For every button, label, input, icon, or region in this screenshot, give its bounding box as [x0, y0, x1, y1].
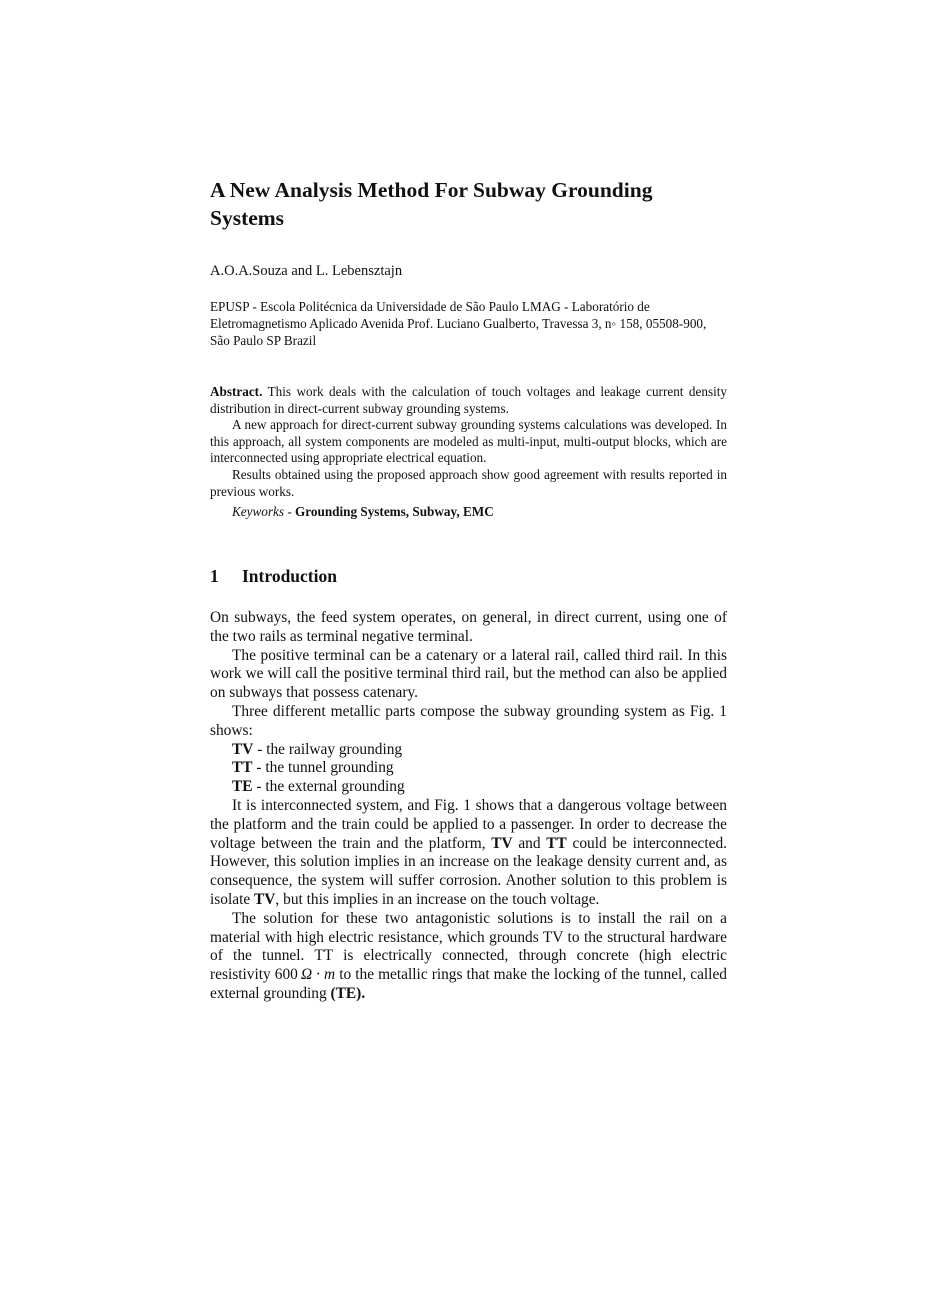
intro-p1: The positive terminal can be a catenary or a lateral rail, called third rail. In this work we will call the positive terminal third rail, but the method can also be applied on subways that possess catenary. — [210, 646, 727, 702]
intro-p3 — [210, 797, 727, 910]
abstract-p1: This work deals with the calculation of touch voltages and leakage current density distribution in direct-current subway grounding systems. — [210, 384, 727, 416]
list-desc: - the external grounding — [252, 778, 405, 796]
abstract-p2: A new approach for direct-current subway grounding systems calculations was developed. In this approach, all system components are modeled as multi-input, multi-output blocks, which are interconnected using appropriate electrical equation. — [210, 417, 727, 466]
bold-term: TT — [546, 834, 567, 852]
affiliation: EPUSP - Escola Politécnica da Universidade de São Paulo LMAG - Laboratório de Eletromagnetismo Aplicado Avenida Prof. Luciano Gualberto, Travessa 3, n◦ 158, 05508-900, São Paulo SP Brazil — [210, 299, 707, 348]
abstract-p3: Results obtained using the proposed approach show good agreement with results reported in previous works. — [210, 466, 727, 499]
introduction-body — [210, 609, 727, 1004]
list-item — [210, 741, 727, 760]
keywords-list: Grounding Systems, Subway, EMC — [295, 504, 494, 520]
abstract-label: Abstract. — [210, 384, 263, 399]
section-heading — [210, 565, 727, 587]
list-item — [210, 759, 727, 778]
text: The solution for these two antagonistic solutions is to install the rail on a material with high electric resistance, which grounds TV to the structural hardware of the tunnel. TT is electrically connected, through concrete (high electric resistivity 600 — [210, 909, 727, 984]
bold-term: TV — [491, 834, 513, 852]
text: It is interconnected system, and Fig. 1 shows that a dangerous voltage between the platform and the train could be applied to a passenger. In order to decrease the voltage between the train and the platform, — [210, 796, 727, 852]
bold-term: (TE). — [330, 984, 366, 1002]
keywords-label: Keyworks — [232, 504, 285, 520]
text: and — [512, 834, 547, 852]
list-term: TE — [232, 778, 253, 796]
list-desc: - the tunnel grounding — [252, 759, 394, 777]
bold-term: TV — [254, 890, 276, 908]
text: could be interconnected. However, this solution implies in an increase on the leakage density current and, as consequence, the system will suffer corrosion. Another solution to this problem is isolate — [210, 834, 728, 908]
unit: Ω · m — [300, 966, 336, 984]
section-title: Introduction — [242, 566, 337, 586]
list-item — [210, 778, 727, 797]
text: , but this implies in an increase on the touch voltage. — [275, 890, 600, 908]
abstract — [210, 384, 727, 521]
authors: A.O.A.Souza and L. Lebensztajn — [210, 263, 403, 279]
list-term: TT — [232, 759, 253, 777]
keywords — [210, 504, 727, 521]
paper-title: A New Analysis Method For Subway Grounding Systems — [210, 178, 653, 230]
intro-p0: On subways, the feed system operates, on general, in direct current, using one of the two rails as terminal negative terminal. — [210, 609, 727, 645]
keywords-sep: - — [284, 504, 296, 520]
intro-p2: Three different metallic parts compose the subway grounding system as Fig. 1 shows: — [210, 702, 727, 739]
intro-p4 — [210, 910, 727, 1004]
section-number: 1 — [210, 566, 219, 586]
list-term: TV — [232, 740, 254, 758]
text: to the metallic rings that make the locking of the tunnel, called external grounding — [210, 966, 727, 1002]
list-desc: - the railway grounding — [253, 740, 403, 758]
